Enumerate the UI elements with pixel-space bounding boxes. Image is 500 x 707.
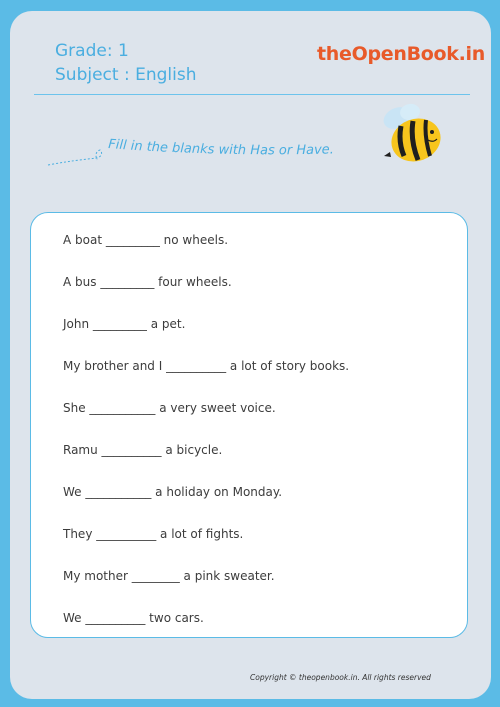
question-7: We ___________ a holiday on Monday.	[63, 485, 283, 499]
question-2: A bus _________ four wheels.	[63, 275, 232, 289]
instruction-text	[108, 137, 334, 158]
grade-label: Grade: 1	[55, 41, 129, 61]
brand-open: Open	[351, 43, 407, 65]
dotted-trail	[48, 150, 102, 165]
question-5: She ___________ a very sweet voice.	[63, 401, 276, 415]
question-1: A boat _________ no wheels.	[63, 233, 229, 247]
question-6: Ramu __________ a bicycle.	[63, 443, 223, 457]
brand-in: .in	[458, 43, 485, 65]
bee-icon	[380, 102, 447, 168]
question-4: My brother and I __________ a lot of story books.	[63, 359, 350, 373]
brand-the: the	[317, 43, 352, 65]
instruction-textpath: Fill in the blanks with Has or Have.	[107, 137, 335, 159]
copyright-text: Copyright © theopenbook.in. All rights reserved	[250, 673, 431, 682]
brand-book: Book	[406, 43, 459, 65]
question-10: We __________ two cars.	[63, 611, 204, 625]
question-9: My mother ________ a pink sweater.	[63, 569, 275, 583]
question-8: They __________ a lot of fights.	[63, 527, 244, 541]
subject-label: Subject : English	[55, 65, 197, 85]
question-3: John _________ a pet.	[63, 317, 186, 331]
instruction-banner	[0, 0, 500, 210]
